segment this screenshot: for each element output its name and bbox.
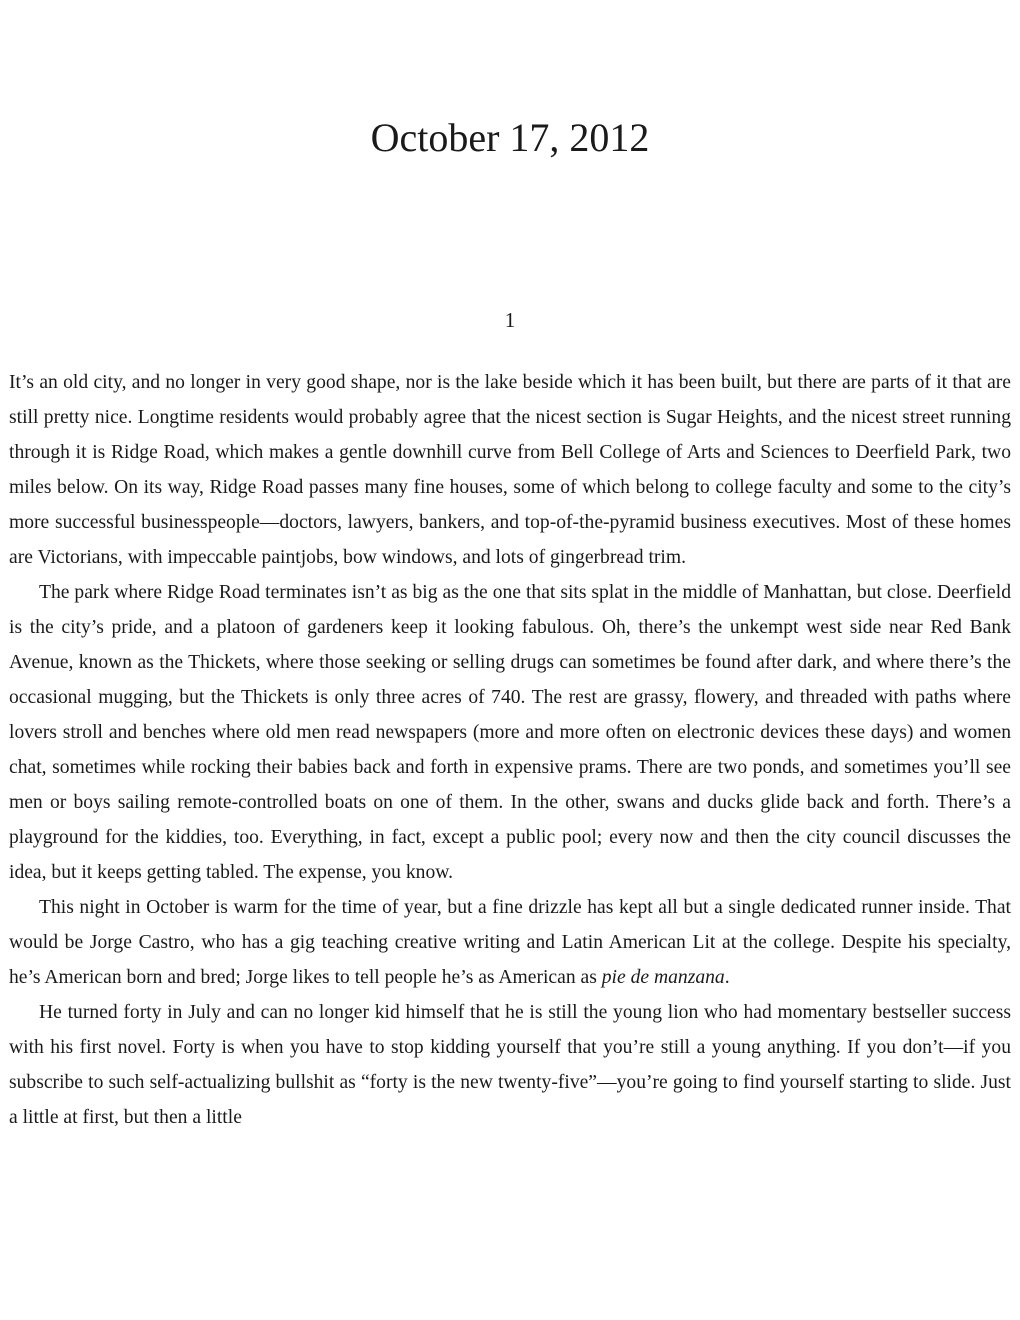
paragraph: It’s an old city, and no longer in very good shape, nor is the lake beside which it has been built, but there are parts of it that are still pretty nice. Longtime residents would probably agree that the nicest section is Sugar Heights, and the nicest street running through it is Ridge Road, which makes a gentle downhill curve from Bell College of Arts and Sciences to Deerfield Park, two miles below. On its way, Ridge Road passes many fine houses, some of which belong to college faculty and some to the city’s more successful businesspeople—doctors, lawyers, bankers, and top-of-the-pyramid business executives. Most of these homes are Victorians, with impeccable paintjobs, bow windows, and lots of gingerbread trim. [9,372,1011,568]
paragraph [9,890,1011,995]
body-text [9,365,1011,1135]
paragraph: He turned forty in July and can no longer kid himself that he is still the young lion who had momentary bestseller success with his first novel. Forty is when you have to stop kidding yourself that you’re still a young anything. If you don’t—if you subscribe to such self-actualizing bullshit as “forty is the new twenty-five”—you’re going to find yourself starting to slide. Just a little at first, but then a little [9,1002,1011,1128]
paragraph-text: . [724,967,730,988]
italic-phrase: pie de manzana [601,967,725,988]
paragraph-text: This night in October is warm for the time of year, but a fine drizzle has kept all but a single dedicated runner inside. That would be Jorge Castro, who has a gig teaching creative writing and Latin American Lit at the college. Despite his specialty, he’s American born and bred; Jorge likes to tell people he’s as American as [9,897,1011,988]
paragraph: The park where Ridge Road terminates isn’t as big as the one that sits splat in the middle of Manhattan, but close. Deerfield is the city’s pride, and a platoon of gardeners keep it looking fabulous. Oh, there’s the unkempt west side near Red Bank Avenue, known as the Thickets, where those seeking or selling drugs can sometimes be found after dark, and where there’s the occasional mugging, but the Thickets is only three acres of 740. The rest are grassy, flowery, and threaded with paths where lovers stroll and benches where old men read newspapers (more and more often on electronic devices these days) and women chat, sometimes while rocking their babies back and forth in expensive prams. There are two ponds, and sometimes you’ll see men or boys sailing remote-controlled boats on one of them. In the other, swans and ducks glide back and forth. There’s a playground for the kiddies, too. Everything, in fact, except a public pool; every now and then the city council discusses the idea, but it keeps getting tabled. The expense, you know. [9,582,1011,883]
section-number: 1 [504,308,516,332]
chapter-date-heading: October 17, 2012 [370,115,650,160]
